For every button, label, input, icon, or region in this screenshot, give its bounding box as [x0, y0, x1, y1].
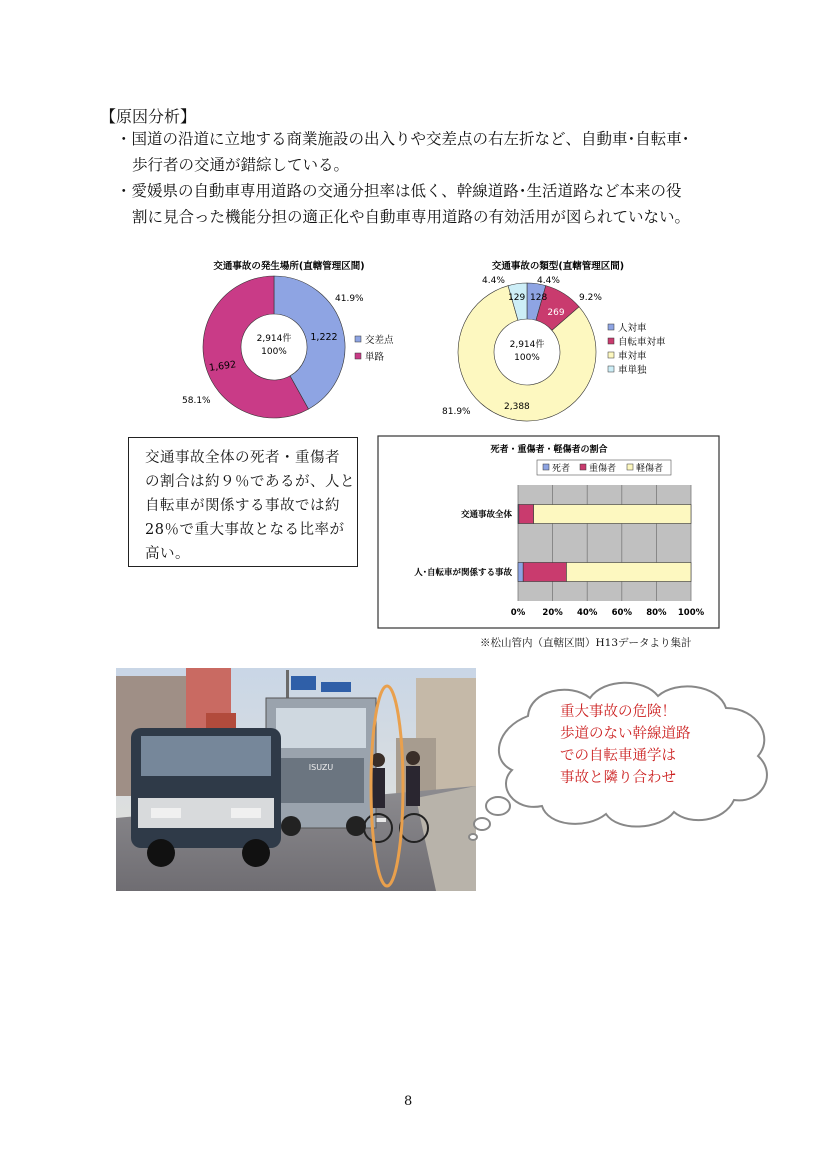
textbox-line: 自転車が関係する事故では約: [145, 498, 340, 514]
bullet-1-line-1: ・国道の沿道に立地する商業施設の出入りや交差点の右左折など、自動車･自転車･: [116, 130, 690, 148]
x-tick-label: 20%: [542, 608, 563, 618]
chart-legend: [543, 462, 663, 474]
chart-title: 死者・重傷者・軽傷者の割合: [490, 445, 608, 455]
center-label-count: 2,914件: [509, 340, 545, 350]
legend-label: 車対車: [618, 351, 647, 362]
bar-segment: [518, 563, 523, 582]
legend-label: 軽傷者: [636, 464, 664, 474]
legend-swatch: [627, 464, 633, 470]
legend-swatch: [580, 464, 586, 470]
chart-title: 交通事故の類型(直轄管理区間): [491, 261, 625, 272]
textbox-line: の割合は約９％であるが、人と: [145, 474, 355, 490]
legend-swatch: [543, 464, 549, 470]
callout-bubble: [468, 676, 778, 844]
textbox-line: 交通事故全体の死者・重傷者: [145, 450, 340, 466]
stacked-bar-chart: [377, 435, 721, 629]
source-note: ※松山管内（直轄区間）H13データより集計: [480, 637, 692, 649]
chart-legend: [608, 322, 666, 376]
percent-label: 4.4%: [537, 276, 560, 286]
textbox-line: 28％で重大事故となる比率が: [145, 522, 345, 538]
callout-line: 事故と隣り合わせ: [560, 770, 676, 786]
value-label: 129: [508, 293, 526, 303]
value-label: 2,388: [504, 402, 530, 412]
plot-area: [518, 485, 691, 601]
value-label: 269: [547, 308, 565, 318]
callout-line: 歩道のない幹線道路: [560, 726, 691, 742]
bar-segment: [523, 563, 566, 582]
page-number: 8: [404, 1094, 413, 1109]
legend-swatch: [355, 353, 361, 359]
legend-swatch: [355, 336, 361, 342]
truck-brand-text: ISUZU: [308, 763, 334, 772]
x-tick-label: 100%: [677, 608, 705, 618]
street-photo: [116, 668, 476, 891]
photo-illustration: [116, 668, 476, 891]
center-label-count: 2,914件: [256, 334, 292, 344]
summary-textbox: [128, 437, 358, 567]
category-label: 人･自転車が関係する事故: [414, 568, 512, 578]
center-label-percent: 100%: [261, 347, 287, 357]
donut-chart-type: [442, 252, 688, 422]
percent-label: 9.2%: [579, 293, 602, 303]
percent-label: 41.9%: [335, 294, 364, 304]
donut-chart-location: [182, 252, 405, 417]
callout-line: 重大事故の危険！: [560, 704, 676, 720]
chart-title: 交通事故の発生場所(直轄管理区間): [213, 261, 365, 272]
value-label: 1,222: [310, 332, 338, 343]
x-tick-label: 40%: [577, 608, 598, 618]
legend-label: 車単独: [618, 365, 647, 376]
legend-label: 自転車対車: [618, 337, 666, 348]
legend-label: 交差点: [365, 335, 394, 346]
chart-legend: [355, 334, 394, 363]
bullet-2-line-2: 割に見合った機能分担の適正化や自動車専用道路の有効活用が図られていない。: [132, 208, 691, 226]
legend-label: 人対車: [618, 323, 647, 334]
center-label-percent: 100%: [514, 353, 540, 363]
bar-segment: [519, 505, 534, 524]
legend-swatch: [608, 324, 614, 330]
value-label: 128: [530, 293, 548, 303]
section-heading: 【原因分析】: [100, 107, 197, 126]
bullet-2-line-1: ・愛媛県の自動車専用道路の交通分担率は低く、幹線道路･生活道路など本来の役: [116, 182, 682, 200]
percent-label: 81.9%: [442, 407, 471, 417]
bullet-1-line-2: 歩行者の交通が錯綜している。: [132, 156, 350, 174]
legend-swatch: [608, 366, 614, 372]
bar-segment: [566, 563, 691, 582]
x-tick-label: 60%: [611, 608, 632, 618]
legend-swatch: [608, 338, 614, 344]
textbox-line: 高い。: [145, 546, 190, 562]
legend-label: 単路: [365, 352, 385, 363]
callout-line: での自転車通学は: [560, 748, 676, 764]
legend-swatch: [608, 352, 614, 358]
percent-label: 4.4%: [482, 276, 505, 286]
percent-label: 58.1%: [182, 396, 211, 406]
value-label: 1,692: [208, 359, 237, 374]
category-label: 交通事故全体: [460, 510, 512, 520]
x-tick-label: 80%: [646, 608, 667, 618]
x-tick-label: 0%: [510, 608, 526, 618]
bar-segment: [534, 505, 691, 524]
legend-label: 死者: [552, 464, 571, 474]
legend-label: 重傷者: [589, 464, 617, 474]
